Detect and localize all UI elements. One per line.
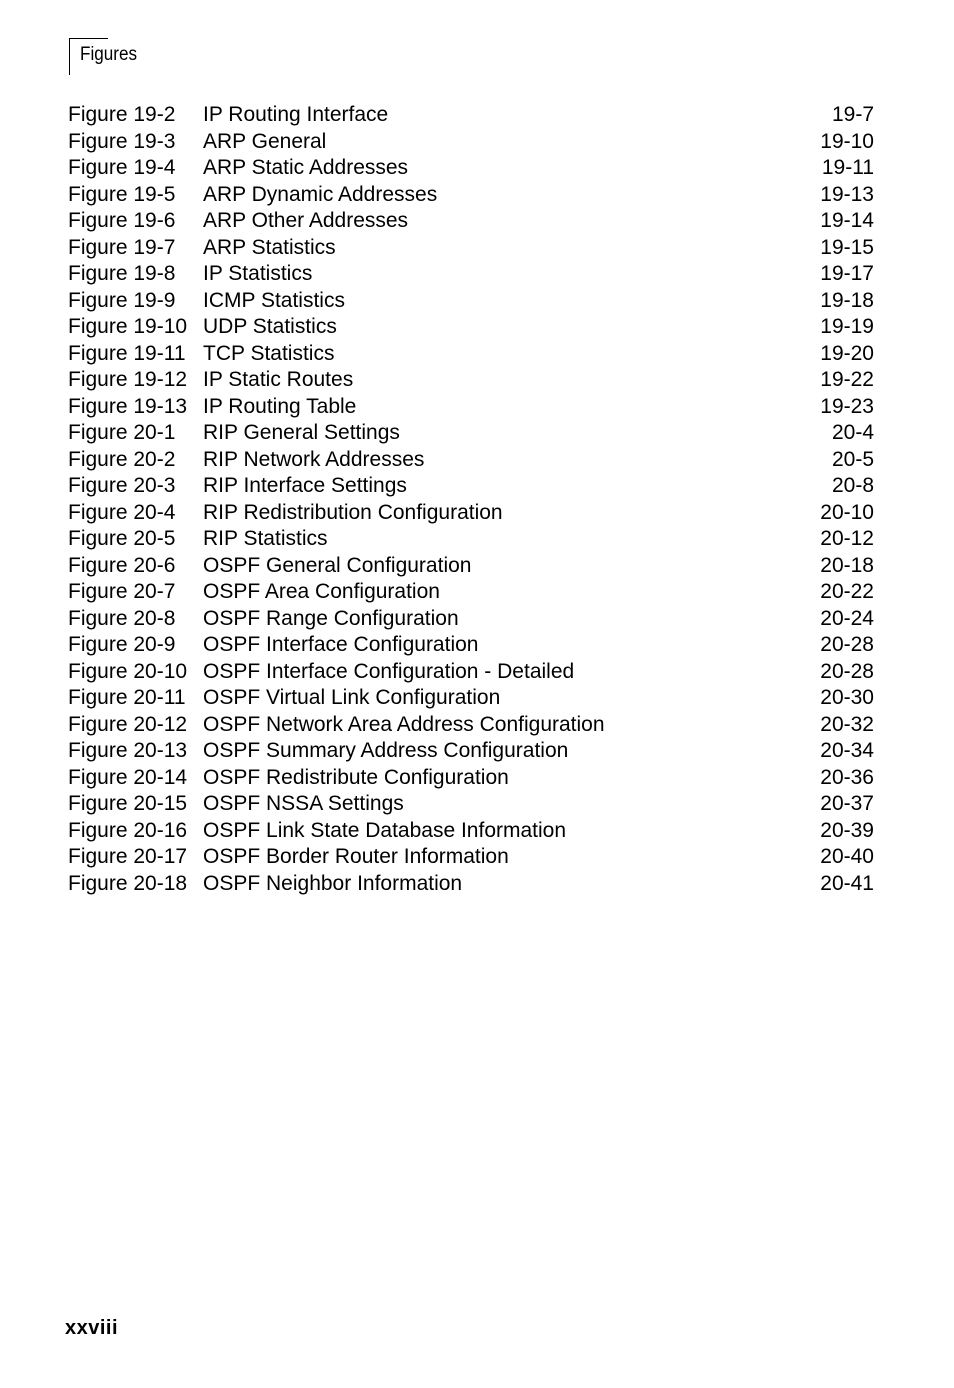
- figure-number: Figure 20-17: [68, 845, 188, 868]
- list-item: [68, 844, 874, 871]
- figure-title: ARP Statistics: [203, 235, 336, 259]
- figure-title: TCP Statistics: [203, 341, 335, 365]
- list-item: [68, 579, 874, 606]
- list-item: [68, 553, 874, 580]
- figure-page-ref: 19-13: [820, 182, 874, 206]
- figure-number: Figure 20-3: [68, 474, 176, 497]
- figure-page-ref: 20-41: [820, 871, 874, 895]
- list-item: [68, 791, 874, 818]
- figure-number: Figure 20-15: [68, 792, 188, 815]
- list-item: [68, 606, 874, 633]
- figure-page-ref: 20-24: [820, 606, 874, 630]
- figure-number: Figure 20-16: [68, 818, 188, 842]
- figure-title: OSPF Interface Configuration - Detailed: [203, 659, 575, 683]
- figure-title: RIP Network Addresses: [203, 447, 425, 471]
- figure-title: RIP Redistribution Configuration: [203, 500, 503, 524]
- figure-page-ref: 20-10: [820, 500, 874, 524]
- figure-title: IP Statistics: [203, 262, 313, 285]
- figure-page-ref: 20-28: [820, 659, 874, 683]
- list-item: [68, 818, 874, 845]
- figure-page-ref: 19-18: [820, 288, 874, 312]
- page-number: xxviii: [65, 1317, 119, 1339]
- figure-page-ref: 20-40: [820, 845, 874, 868]
- list-item: [68, 129, 874, 156]
- figure-page-ref: 20-18: [820, 553, 874, 577]
- figure-number: Figure 19-8: [68, 262, 176, 285]
- figure-number: Figure 20-2: [68, 447, 176, 471]
- figure-title: IP Static Routes: [203, 368, 354, 391]
- list-item: [68, 712, 874, 739]
- figure-title: OSPF Link State Database Information: [203, 818, 567, 842]
- list-item: [68, 208, 874, 235]
- figure-number: Figure 20-5: [68, 527, 176, 550]
- figure-number: Figure 20-10: [68, 659, 188, 683]
- figure-number: Figure 19-3: [68, 129, 176, 153]
- figure-title: RIP Interface Settings: [203, 474, 407, 497]
- figure-number: Figure 19-7: [68, 235, 176, 259]
- figure-page-ref: 20-32: [820, 712, 874, 736]
- figure-number: Figure 20-11: [68, 686, 186, 709]
- figure-title: RIP Statistics: [203, 527, 328, 550]
- figure-page-ref: 20-36: [820, 765, 874, 789]
- figure-title: OSPF NSSA Settings: [203, 792, 404, 815]
- figure-number: Figure 20-12: [68, 712, 188, 736]
- figure-page-ref: 19-7: [831, 103, 874, 126]
- figure-page-ref: 20-12: [820, 527, 874, 550]
- figure-number: Figure 20-9: [68, 633, 176, 656]
- list-item: [68, 685, 874, 712]
- figure-number: Figure 19-9: [68, 288, 176, 312]
- figure-page-ref: 19-15: [820, 235, 874, 259]
- list-item: [68, 235, 874, 262]
- figure-number: Figure 19-4: [68, 156, 176, 179]
- list-item: [68, 367, 874, 394]
- figure-title: OSPF General Configuration: [203, 553, 472, 577]
- list-item: [68, 526, 874, 553]
- figure-number: Figure 19-6: [68, 209, 176, 232]
- running-header: Figures: [80, 44, 138, 65]
- figure-title: IP Routing Interface: [203, 103, 389, 126]
- figure-number: Figure 19-12: [68, 368, 188, 391]
- figure-number: Figure 19-5: [68, 182, 176, 206]
- figure-title: ARP Static Addresses: [203, 156, 409, 179]
- figure-page-ref: 20-34: [820, 739, 874, 762]
- list-item: [68, 500, 874, 527]
- figure-title: OSPF Summary Address Configuration: [203, 739, 569, 762]
- figure-number: Figure 20-7: [68, 580, 176, 603]
- figure-title: OSPF Range Configuration: [203, 606, 459, 630]
- list-item: [68, 473, 874, 500]
- figure-page-ref: 20-5: [831, 447, 874, 471]
- figure-title: IP Routing Table: [203, 394, 357, 418]
- figure-number: Figure 20-14: [68, 765, 188, 789]
- figure-page-ref: 19-19: [820, 315, 874, 338]
- figure-number: Figure 19-2: [68, 103, 176, 126]
- figure-title: OSPF Redistribute Configuration: [203, 765, 509, 789]
- figure-list: [68, 102, 874, 897]
- figure-title: OSPF Area Configuration: [203, 580, 440, 603]
- list-item: [68, 261, 874, 288]
- figure-number: Figure 20-13: [68, 739, 188, 762]
- figure-title: RIP General Settings: [203, 421, 400, 444]
- figure-number: Figure 19-11: [68, 341, 186, 365]
- figure-title: OSPF Interface Configuration: [203, 633, 479, 656]
- figure-title: ARP Dynamic Addresses: [203, 182, 438, 206]
- figure-title: ARP Other Addresses: [203, 209, 409, 232]
- figure-number: Figure 20-1: [68, 421, 176, 444]
- figure-page-ref: 19-14: [820, 209, 874, 232]
- figure-number: Figure 19-13: [68, 394, 188, 418]
- figure-page-ref: 19-17: [820, 262, 874, 285]
- list-item: [68, 102, 874, 129]
- list-item: [68, 182, 874, 209]
- figure-title: ICMP Statistics: [203, 288, 345, 312]
- figure-number: Figure 20-4: [68, 500, 176, 524]
- figure-title: OSPF Virtual Link Configuration: [203, 686, 501, 709]
- figure-title: ARP General: [203, 129, 327, 153]
- list-item: [68, 659, 874, 686]
- list-item: [68, 447, 874, 474]
- figure-page-ref: 20-22: [820, 580, 874, 603]
- figure-page-ref: 20-4: [831, 421, 874, 444]
- figure-page-ref: 19-20: [820, 341, 874, 365]
- figure-title: OSPF Border Router Information: [203, 845, 509, 868]
- list-item: [68, 341, 874, 368]
- list-item: [68, 314, 874, 341]
- figure-number: Figure 20-6: [68, 553, 176, 577]
- figure-page-ref: 20-8: [831, 474, 874, 497]
- figure-number: Figure 19-10: [68, 315, 188, 338]
- figure-page-ref: 19-22: [820, 368, 874, 391]
- figure-page-ref: 20-39: [820, 818, 874, 842]
- list-item: [68, 765, 874, 792]
- list-item: [68, 632, 874, 659]
- figure-title: OSPF Neighbor Information: [203, 871, 463, 895]
- list-item: [68, 288, 874, 315]
- figure-page-ref: 19-23: [820, 394, 874, 418]
- list-item: [68, 420, 874, 447]
- list-item: [68, 738, 874, 765]
- list-item: [68, 394, 874, 421]
- list-item: [68, 155, 874, 182]
- figure-page-ref: 20-28: [820, 633, 874, 656]
- figure-number: Figure 20-18: [68, 871, 188, 895]
- figure-page-ref: 20-37: [820, 792, 874, 815]
- figure-page-ref: 20-30: [820, 686, 874, 709]
- figure-title: UDP Statistics: [203, 315, 337, 338]
- figure-title: OSPF Network Area Address Configuration: [203, 712, 605, 736]
- list-item: [68, 871, 874, 898]
- figure-page-ref: 19-11: [821, 156, 874, 179]
- figure-page-ref: 19-10: [820, 129, 874, 153]
- figure-number: Figure 20-8: [68, 606, 176, 630]
